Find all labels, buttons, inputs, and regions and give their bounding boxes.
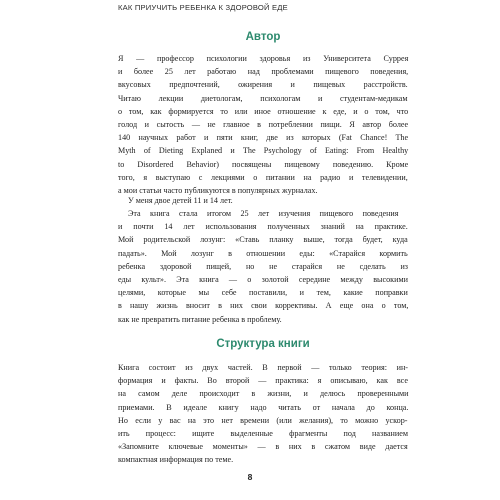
text-line: Мой родительской лозунг: «Ставь планку выше, тогда будет, куда	[118, 235, 408, 245]
text-line: на самом деле происходит в жизни, и делюсь проверенными	[118, 389, 409, 399]
text-line: У меня двое детей 11 и 14 лет.	[128, 196, 233, 205]
text-line: 140 научных работ и пяти книг, две из которых (Fat Chance! The	[118, 133, 409, 143]
text-line: а мои статьи часто публикуются в популярных журналах.	[118, 186, 318, 196]
text-line: Читаю лекции диетологам, психологам и студентам-медикам	[118, 93, 408, 103]
paragraph-book-structure	[118, 361, 408, 467]
running-header: КАК ПРИУЧИТЬ РЕБЕНКА К ЗДОРОВОЙ ЕДЕ	[118, 3, 288, 12]
section-title-structure: Структура книги	[216, 338, 310, 350]
section-title-author: Автор	[245, 31, 281, 43]
text-line: Я — профессор психологии здоровья из Университета Суррея	[118, 54, 409, 63]
text-line: еды культ». Эта книга — о золотой середине между высокими	[118, 275, 408, 285]
text-line: Myth of Dieting Explaned и The Psychology of Eating: From Healthy	[118, 146, 409, 156]
text-line: того, я выступаю с лекциями о питании на радио и телевидении,	[118, 172, 408, 182]
text-line: вкусовых предпочтений, ожирения и пищевых расстройств.	[118, 80, 408, 90]
text-line: и почти 14 лет использования полученных знаний на практике.	[118, 222, 408, 232]
text-line: голод и сытость — не главное в потреблении пищи. Я автор более	[118, 120, 409, 130]
text-line: компактная информация по теме.	[118, 455, 234, 465]
paragraph-author-bio	[118, 52, 408, 197]
text-line: ить процесс: ищите выделенные фрагменты под названием	[118, 429, 408, 439]
text-line: Эта книга стала итогом 25 лет изучения пищевого поведения	[128, 209, 399, 218]
page-number: 8	[247, 472, 253, 482]
text-line: «Запомните ключевые моменты» — в них в сжатом виде дается	[118, 442, 408, 452]
text-line: ребенка здоровой пищей, но не старайся не сделать из	[118, 261, 408, 271]
text-line: как не превратить питание ребенка в проблему.	[118, 314, 282, 324]
text-line: в нашу жизнь вносит в них свои коррективы. А еще она о том,	[118, 301, 409, 311]
text-line: о том, как формируется то или иное отношение к еде, и о том, что	[118, 106, 409, 116]
text-line: Но если у вас на это нет времени (или желания), то можно ускор-	[118, 415, 408, 425]
text-line: Книга состоит из двух частей. В первой — только теория: ин-	[118, 363, 408, 372]
text-line: и более 25 лет работаю над проблемами пищевого поведения,	[118, 67, 409, 77]
paragraph-book-intro	[118, 207, 408, 326]
text-line: формация и факты. Во второй — практика: я описываю, как все	[118, 376, 408, 386]
text-line: to Disordered Behavior) посвящены пищевому поведению. Кроме	[118, 159, 409, 169]
paragraph-children	[118, 194, 408, 207]
text-line: целями, которые мы себе поставили, и тем, какие поправки	[118, 288, 408, 298]
text-line: падать». Мой лозунг в отношении еды: «Старайся кормить	[118, 248, 408, 258]
text-line: приемами. В идеале книгу надо читать от начала до конца.	[118, 402, 409, 412]
